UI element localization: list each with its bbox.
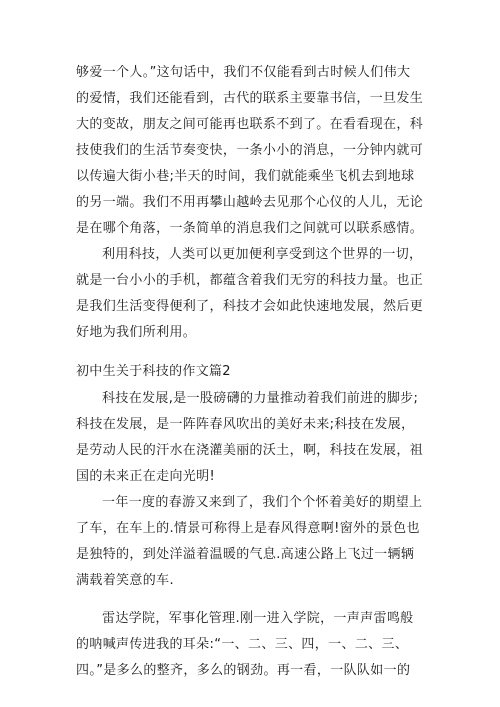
paragraph-line: 科技在发展，是一阵阵春风吹出的美好未来;科技在发展，: [76, 417, 415, 432]
paragraph-line: 的呐喊声传进我的耳朵:“一、二、三、四，一、二、三、: [76, 637, 409, 652]
paragraph-line: 利用科技，人类可以更加便利享受到这个世界的一切，: [102, 247, 423, 262]
paragraph-line: 是我们生活变得便利了，科技才会如此快速地发展，然后更: [76, 299, 424, 314]
paragraph-line: 够爱一个人。”这句话中，我们不仅能看到古时候人们伟大: [76, 65, 411, 80]
paragraph-line: 的爱情，我们还能看到，古代的联系主要靠书信，一旦发生: [76, 91, 424, 106]
paragraph-line: 了车，在车上的.情景可称得上是春风得意啊!窗外的景色也: [76, 521, 420, 536]
paragraph-line: 国的未来正在走向光明!: [76, 469, 216, 484]
paragraph-line: 大的变故，朋友之间可能再也联系不到了。在看看现在，科: [76, 117, 424, 132]
paragraph-line: 雷达学院，军事化管理.刚一进入学院，一声声雷鸣般: [102, 611, 414, 626]
paragraph-line: 满载着笑意的车.: [76, 573, 174, 588]
paragraph-line: 好地为我们所利用。: [76, 325, 197, 340]
paragraph-line: 一年一度的春游又来到了，我们个个怀着美好的期望上: [102, 495, 423, 510]
section-title: 初中生关于科技的作文篇2: [76, 364, 231, 379]
paragraph-line: 四。”是多么的整齐，多么的钢劲。再一看，一队队如一的: [76, 663, 411, 678]
paragraph-line: 技使我们的生活节奏变快，一条小小的消息，一分钟内就可: [76, 143, 424, 158]
paragraph-line: 以传遍大街小巷;半天的时间，我们就能乘坐飞机去到地球: [76, 169, 415, 184]
paragraph-line: 的另一端。我们不用再攀山越岭去见那个心仪的人儿，无论: [76, 195, 424, 210]
paragraph-line: 科技在发展,是一股磅礴的力量推动着我们前进的脚步;: [102, 391, 419, 406]
paragraph-line: 是独特的，到处洋溢着温暖的气息.高速公路上飞过一辆辆: [76, 547, 415, 562]
paragraph-line: 是在哪个角落，一条简单的消息我们之间就可以联系感情。: [76, 221, 424, 236]
paragraph-line: 是劳动人民的汗水在浇灌美丽的沃土，啊，科技在发展，祖: [76, 443, 424, 458]
paragraph-line: 就是一台小小的手机，都蕴含着我们无穷的科技力量。也正: [76, 273, 424, 288]
